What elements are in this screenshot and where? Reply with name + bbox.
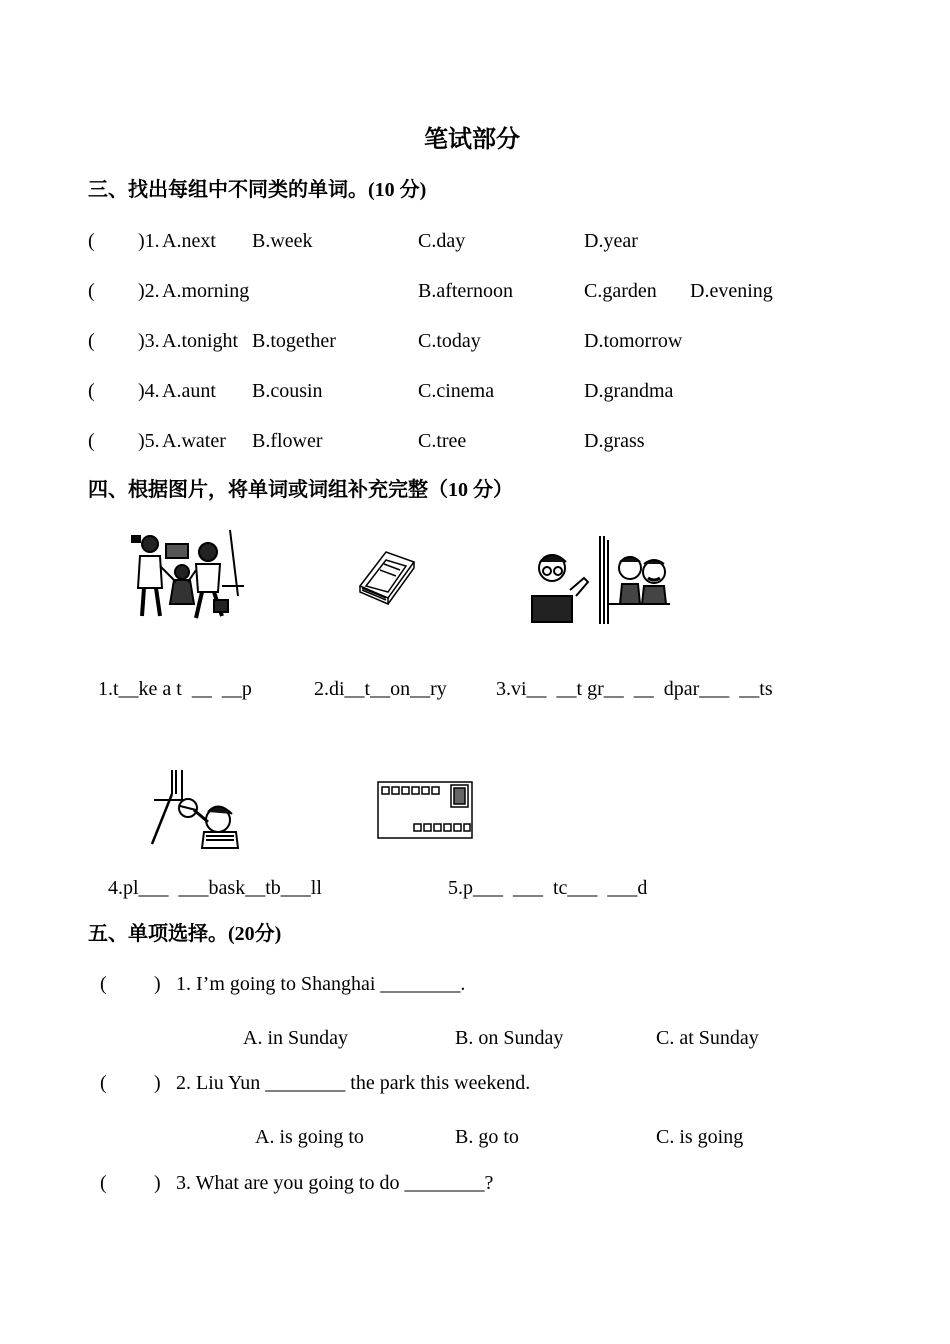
option-a: A.morning [162, 280, 250, 302]
item-number: )4. [138, 380, 160, 402]
section5-heading: 五、单项选择。(20分) [88, 923, 282, 945]
fill-item-1[interactable]: 1.t__ke a t __ __p [98, 678, 252, 700]
option-a: A. in Sunday [243, 1027, 348, 1049]
option-d: D.grandma [584, 380, 674, 402]
option-a: A.water [162, 430, 226, 452]
answer-paren-open[interactable]: ( [100, 1072, 107, 1094]
question-text: 3. What are you going to do ________? [176, 1172, 494, 1194]
question-text: 1. I’m going to Shanghai ________. [176, 973, 466, 995]
answer-paren[interactable]: ( [88, 280, 95, 302]
option-a: A.tonight [162, 330, 239, 352]
option-c: C. is going [656, 1126, 744, 1148]
basketball-picture [146, 768, 240, 848]
section4-heading: 四、根据图片，将单词或词组补充完整（10 分） [88, 479, 513, 501]
item-number: )2. [138, 280, 160, 302]
option-b: B.cousin [252, 380, 323, 402]
answer-paren-close[interactable]: ) [154, 1072, 161, 1094]
option-b: B. go to [455, 1126, 519, 1148]
visit-grandparents-picture [526, 534, 670, 626]
answer-paren-open[interactable]: ( [100, 1172, 107, 1194]
answer-paren-close[interactable]: ) [154, 1172, 161, 1194]
option-d: D.grass [584, 430, 645, 452]
answer-paren[interactable]: ( [88, 380, 95, 402]
option-a: A.next [162, 230, 216, 252]
fill-item-2[interactable]: 2.di__t__on__ry [314, 678, 447, 700]
answer-paren[interactable]: ( [88, 230, 95, 252]
option-d: D.evening [690, 280, 773, 302]
option-a: A.aunt [162, 380, 216, 402]
option-c: C.tree [418, 430, 467, 452]
option-c: C.day [418, 230, 466, 252]
dictionary-picture [356, 548, 418, 604]
question-text: 2. Liu Yun ________ the park this weekend. [176, 1072, 531, 1094]
answer-paren[interactable]: ( [88, 430, 95, 452]
fill-item-5[interactable]: 5.p___ ___ tc___ ___d [448, 877, 648, 899]
option-d: D.tomorrow [584, 330, 683, 352]
item-number: )1. [138, 230, 160, 252]
option-b: B.flower [252, 430, 323, 452]
option-b: B.together [252, 330, 336, 352]
answer-paren-open[interactable]: ( [100, 973, 107, 995]
option-b: B. on Sunday [455, 1027, 564, 1049]
option-d: D.year [584, 230, 638, 252]
option-c: C.garden [584, 280, 657, 302]
option-b: B.week [252, 230, 313, 252]
item-number: )3. [138, 330, 160, 352]
option-c: C.today [418, 330, 481, 352]
page-title: 笔试部分 [424, 127, 520, 153]
family-trip-picture [130, 526, 248, 622]
option-c: C. at Sunday [656, 1027, 759, 1049]
postcard-picture [376, 780, 474, 840]
section3-heading: 三、找出每组中不同类的单词。(10 分) [88, 179, 427, 201]
option-a: A. is going to [255, 1126, 364, 1148]
answer-paren[interactable]: ( [88, 330, 95, 352]
option-b: B.afternoon [418, 280, 513, 302]
fill-item-3[interactable]: 3.vi__ __t gr__ __ dpar___ __ts [496, 678, 773, 700]
fill-item-4[interactable]: 4.pl___ ___bask__tb___ll [108, 877, 322, 899]
option-c: C.cinema [418, 380, 495, 402]
item-number: )5. [138, 430, 160, 452]
answer-paren-close[interactable]: ) [154, 973, 161, 995]
